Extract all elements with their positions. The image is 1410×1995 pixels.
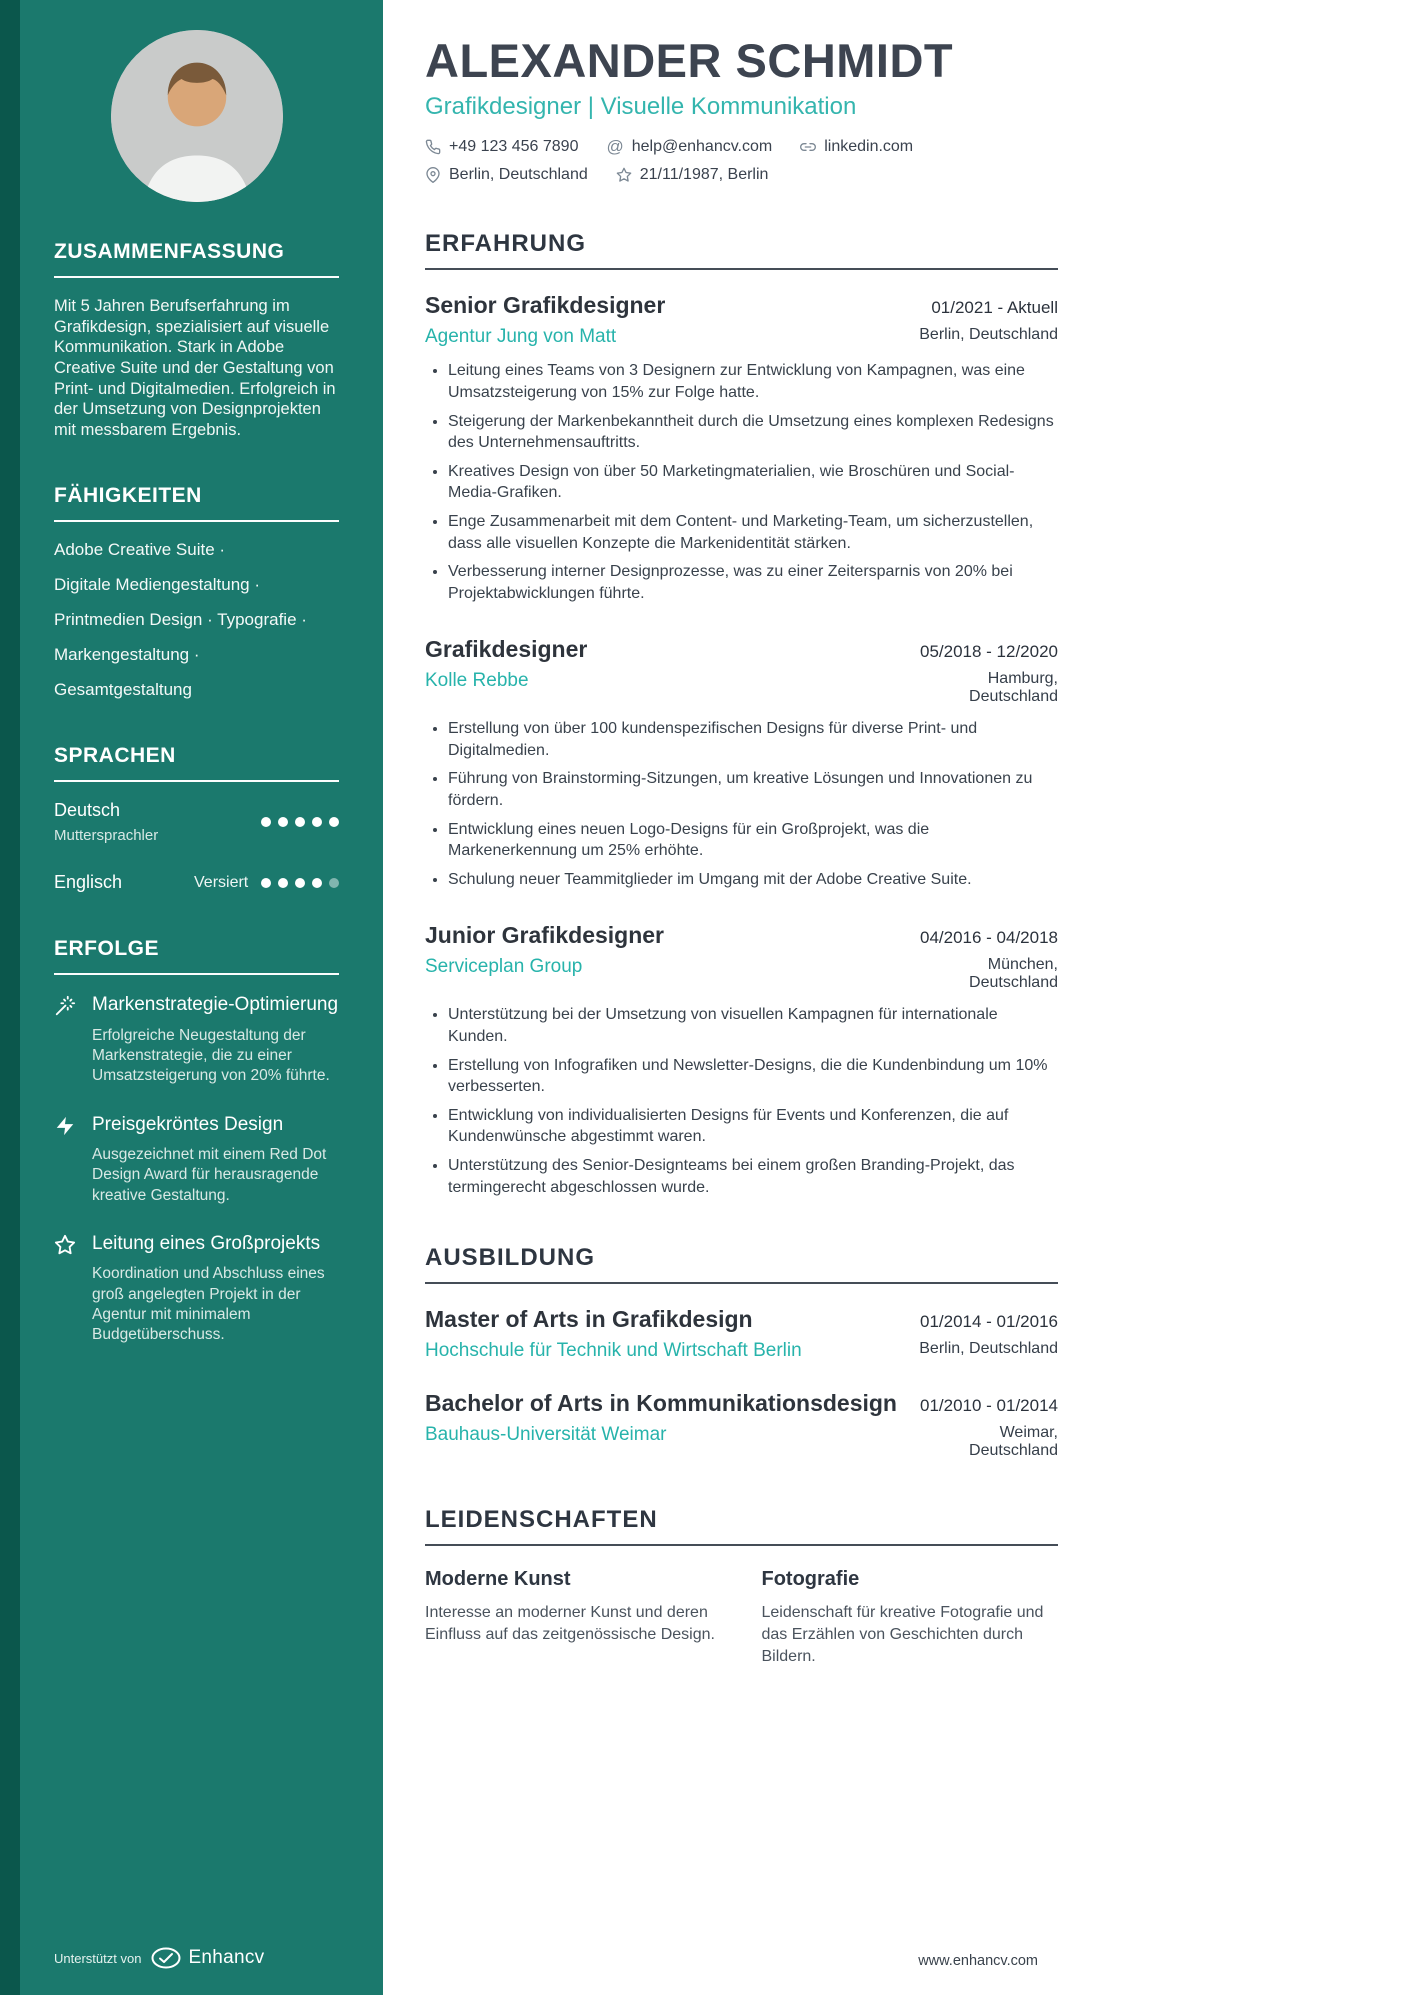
linkedin-url: linkedin.com: [824, 138, 914, 156]
contact-info: [425, 137, 1058, 184]
birthdate-contact: [616, 166, 769, 184]
bullet-item: • Entwicklung eines neuen Logo-Designs für ein Großprojekt, was die Markenerkennung um 25% erhöhte.: [448, 819, 1058, 862]
proficiency-dot: [278, 878, 288, 888]
language-name: Deutsch: [54, 800, 121, 821]
experience-entry: [425, 922, 1058, 1198]
job-location: Berlin, Deutschland: [919, 326, 1058, 344]
proficiency-dot: [312, 817, 322, 827]
proficiency-dot: [261, 878, 271, 888]
main-content: [383, 0, 1410, 1995]
achievement-title: Preisgekröntes Design: [92, 1113, 284, 1135]
bullet-item: • Verbesserung interner Designprozesse, was zu einer Zeitersparnis von 20% bei Projektabwicklungen führte.: [448, 561, 1058, 604]
email-contact[interactable]: [606, 137, 772, 157]
location-contact: [425, 166, 588, 184]
achievements-heading: ERFOLGE: [54, 937, 339, 975]
education-entry: [425, 1306, 1058, 1362]
proficiency-dots: [261, 817, 339, 827]
skill-item: Markengestaltung ·: [54, 645, 200, 665]
passion-title: Moderne Kunst: [425, 1568, 571, 1591]
location-text: Berlin, Deutschland: [449, 166, 588, 184]
job-bullets: [425, 1004, 1058, 1198]
company-name: Agentur Jung von Matt: [425, 326, 617, 348]
linkedin-contact[interactable]: [800, 138, 913, 156]
school-location: Berlin, Deutschland: [919, 1340, 1058, 1358]
star-icon: [616, 167, 632, 183]
company-name: Kolle Rebbe: [425, 670, 529, 692]
summary-heading: ZUSAMMENFASSUNG: [54, 240, 339, 278]
language-level: Versiert: [194, 873, 249, 891]
bullet-item: • Unterstützung des Senior-Designteams bei einem großen Branding-Projekt, das termingerecht abgeschlossen wurde.: [448, 1155, 1058, 1198]
phone-contact[interactable]: [425, 138, 578, 156]
skill-item: Gesamtgestaltung: [54, 680, 192, 700]
date-range: 01/2010 - 01/2014: [919, 1396, 1058, 1416]
magic-wand-icon: [54, 995, 78, 1086]
bullet-item: • Enge Zusammenarbeit mit dem Content- und Marketing-Team, um sicherzustellen, dass alle visuellen Konzepte die Markenidentität stärken.: [448, 511, 1058, 554]
passions-heading: LEIDENSCHAFTEN: [425, 1506, 1058, 1546]
achievement-title: Leitung eines Großprojekts: [92, 1232, 321, 1254]
language-item: [54, 800, 339, 844]
proficiency-dot: [261, 817, 271, 827]
achievement-body: Koordination und Abschluss eines groß angelegten Projekt in der Agentur mit minimalem Budgetüberschuss.: [92, 1265, 325, 1343]
job-title: Grafikdesigner: [425, 636, 588, 663]
skills-section: [54, 484, 339, 700]
birthdate-text: 21/11/1987, Berlin: [639, 166, 769, 184]
header: [425, 36, 1058, 184]
sidebar-edge-stripe: [0, 0, 20, 1995]
achievement-body: Ausgezeichnet mit einem Red Dot Design Award für herausragende kreative Gestaltung.: [92, 1146, 327, 1204]
language-level: Muttersprachler: [54, 827, 159, 845]
education-section: [425, 1244, 1058, 1460]
education-entry: [425, 1390, 1058, 1460]
skills-list: [54, 540, 339, 700]
degree-title: Master of Arts in Grafikdesign: [425, 1306, 753, 1333]
achievement-title: Markenstrategie-Optimierung: [92, 994, 339, 1016]
achievement-item: [54, 1232, 339, 1345]
bullet-item: • Leitung eines Teams von 3 Designern zur Entwicklung von Kampagnen, was eine Umsatzsteigerung von 15% zur Folge hatte.: [448, 360, 1058, 403]
proficiency-dot: [329, 817, 339, 827]
sidebar: [0, 0, 383, 1995]
date-range: 04/2016 - 04/2018: [919, 928, 1058, 948]
profile-photo: [111, 30, 283, 202]
skill-item: Adobe Creative Suite ·: [54, 540, 226, 560]
school-name: Bauhaus-Universität Weimar: [425, 1424, 667, 1446]
skill-item: Printmedien Design · Typografie ·: [54, 610, 307, 630]
job-location: Hamburg, Deutschland: [969, 670, 1058, 706]
passions-section: [425, 1506, 1058, 1668]
degree-title: Bachelor of Arts in Kommunikationsdesign: [425, 1390, 897, 1417]
summary-section: [54, 240, 339, 440]
powered-by-footer: [54, 1947, 339, 1969]
experience-heading: ERFAHRUNG: [425, 230, 1058, 270]
page-footer: [425, 1953, 1058, 1969]
passion-item: [425, 1568, 722, 1668]
enhancv-logo[interactable]: [151, 1947, 264, 1969]
avatar-illustration: [111, 30, 283, 202]
proficiency-dot: [278, 817, 288, 827]
school-location: Weimar, Deutschland: [969, 1424, 1058, 1460]
summary-text: Mit 5 Jahren Berufserfahrung im Grafikdesign, spezialisiert auf visuelle Kommunikation. Stark in Adobe Creative Suite und der Gestaltung von Print- und Digitalmedien. Erfolgreich in der Umsetzung von Designprojekten mit messbarem Ergebnis.: [54, 297, 336, 439]
passion-title: Fotografie: [761, 1568, 860, 1591]
school-name: Hochschule für Technik und Wirtschaft Berlin: [425, 1340, 802, 1362]
passion-body: Interesse an moderner Kunst und deren Einfluss auf das zeitgenössische Design.: [425, 1604, 715, 1644]
job-bullets: [425, 360, 1058, 604]
date-range: 01/2014 - 01/2016: [919, 1312, 1058, 1332]
phone-number: +49 123 456 7890: [449, 138, 579, 156]
achievements-section: [54, 937, 339, 1345]
email-address: help@enhancv.com: [631, 138, 773, 156]
bullet-item: • Schulung neuer Teammitglieder im Umgang mit der Adobe Creative Suite.: [448, 869, 1058, 891]
experience-section: [425, 230, 1058, 1198]
bullet-item: • Entwicklung von individualisierten Designs für Events und Konferenzen, die auf Kundenwünsche abgestimmt waren.: [448, 1105, 1058, 1148]
job-title: Junior Grafikdesigner: [425, 922, 665, 949]
skill-item: Digitale Mediengestaltung ·: [54, 575, 261, 595]
date-range: 05/2018 - 12/2020: [919, 642, 1058, 662]
passion-body: Leidenschaft für kreative Fotografie und das Erzählen von Geschichten durch Bildern.: [761, 1604, 1044, 1666]
experience-entry: [425, 292, 1058, 604]
proficiency-dot: [295, 817, 305, 827]
location-pin-icon: [425, 167, 441, 183]
enhancv-brand-name: Enhancv: [188, 1947, 265, 1968]
proficiency-dot: [329, 878, 339, 888]
email-icon: @: [606, 137, 624, 157]
phone-icon: [425, 139, 441, 155]
languages-heading: SPRACHEN: [54, 744, 339, 782]
language-name: Englisch: [54, 872, 123, 893]
person-name: ALEXANDER SCHMIDT: [425, 34, 954, 87]
languages-section: [54, 744, 339, 893]
company-name: Serviceplan Group: [425, 956, 583, 978]
powered-by-label: Unterstützt von: [54, 1950, 142, 1966]
bullet-item: • Führung von Brainstorming-Sitzungen, um kreative Lösungen und Innovationen zu fördern.: [448, 768, 1058, 811]
lightning-bolt-icon: [54, 1115, 78, 1206]
skills-heading: FÄHIGKEITEN: [54, 484, 339, 522]
website-link[interactable]: www.enhancv.com: [918, 1953, 1038, 1969]
bullet-item: • Kreatives Design von über 50 Marketingmaterialien, wie Broschüren und Social-Media-Grafiken.: [448, 461, 1058, 504]
job-bullets: [425, 718, 1058, 890]
language-item: [54, 872, 339, 893]
link-icon: [800, 139, 816, 155]
passion-item: [762, 1568, 1059, 1668]
experience-entry: [425, 636, 1058, 890]
star-icon: [54, 1234, 78, 1345]
bullet-item: • Erstellung von über 100 kundenspezifischen Designs für diverse Print- und Digitalmedien.: [448, 718, 1058, 761]
education-heading: AUSBILDUNG: [425, 1244, 1058, 1284]
date-range: 01/2021 - Aktuell: [931, 298, 1058, 318]
job-location: München, Deutschland: [969, 956, 1058, 992]
proficiency-dot: [312, 878, 322, 888]
achievement-item: [54, 993, 339, 1086]
bullet-item: • Steigerung der Markenbekanntheit durch die Umsetzung eines komplexen Redesigns des Unternehmensauftritts.: [448, 411, 1058, 454]
proficiency-dots: [261, 878, 339, 888]
achievement-item: [54, 1113, 339, 1206]
enhancv-logo-icon: [151, 1947, 181, 1969]
job-title: Senior Grafikdesigner: [425, 292, 666, 319]
proficiency-dot: [295, 878, 305, 888]
achievement-body: Erfolgreiche Neugestaltung der Markenstrategie, die zu einer Umsatzsteigerung von 20% führte.: [92, 1027, 330, 1085]
job-headline: Grafikdesigner | Visuelle Kommunikation: [425, 93, 857, 121]
bullet-item: • Unterstützung bei der Umsetzung von visuellen Kampagnen für internationale Kunden.: [448, 1004, 1058, 1047]
bullet-item: • Erstellung von Infografiken und Newsletter-Designs, die die Kundenbindung um 10% verbesserten.: [448, 1055, 1058, 1098]
